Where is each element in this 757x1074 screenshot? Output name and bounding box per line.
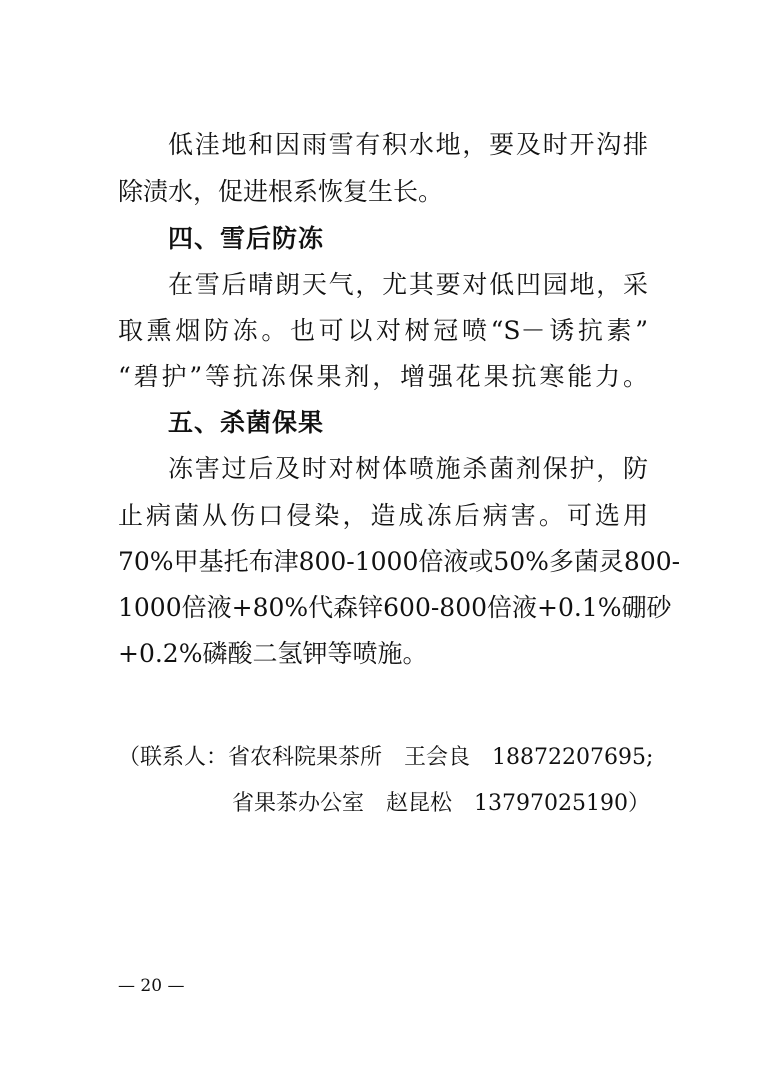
contact-line-1: （联系人：省农科院果茶所 王会良 18872207695;	[118, 745, 654, 770]
section-heading-five: 五、杀菌保果	[168, 408, 325, 437]
paragraph-line: 70%甲基托布津800-1000倍液或50%多菌灵800-	[118, 547, 681, 576]
paragraph-line: 冻害过后及时对树体喷施杀菌剂保护，防	[168, 454, 648, 483]
paragraph-line: 低洼地和因雨雪有积水地，要及时开沟排	[168, 130, 648, 159]
paragraph-line: “碧护”等抗冻保果剂，增强花果抗寒能力。	[118, 362, 648, 391]
paragraph-line: 在雪后晴朗天气，尤其要对低凹园地，采	[168, 270, 648, 299]
section-heading-four: 四、雪后防冻	[168, 224, 325, 253]
contact-line-2: 省果茶办公室 赵昆松 13797025190）	[232, 791, 650, 816]
page-number: — 20 —	[118, 976, 185, 996]
paragraph-line: 止病菌从伤口侵染，造成冻后病害。可选用	[118, 501, 648, 530]
paragraph-line: +0.2%磷酸二氢钾等喷施。	[118, 639, 428, 668]
paragraph-line: 取熏烟防冻。也可以对树冠喷“S－诱抗素”	[118, 316, 648, 345]
paragraph-line: 1000倍液+80%代森锌600-800倍液+0.1%硼砂	[118, 593, 672, 622]
paragraph-line: 除渍水，促进根系恢复生长。	[118, 177, 444, 206]
